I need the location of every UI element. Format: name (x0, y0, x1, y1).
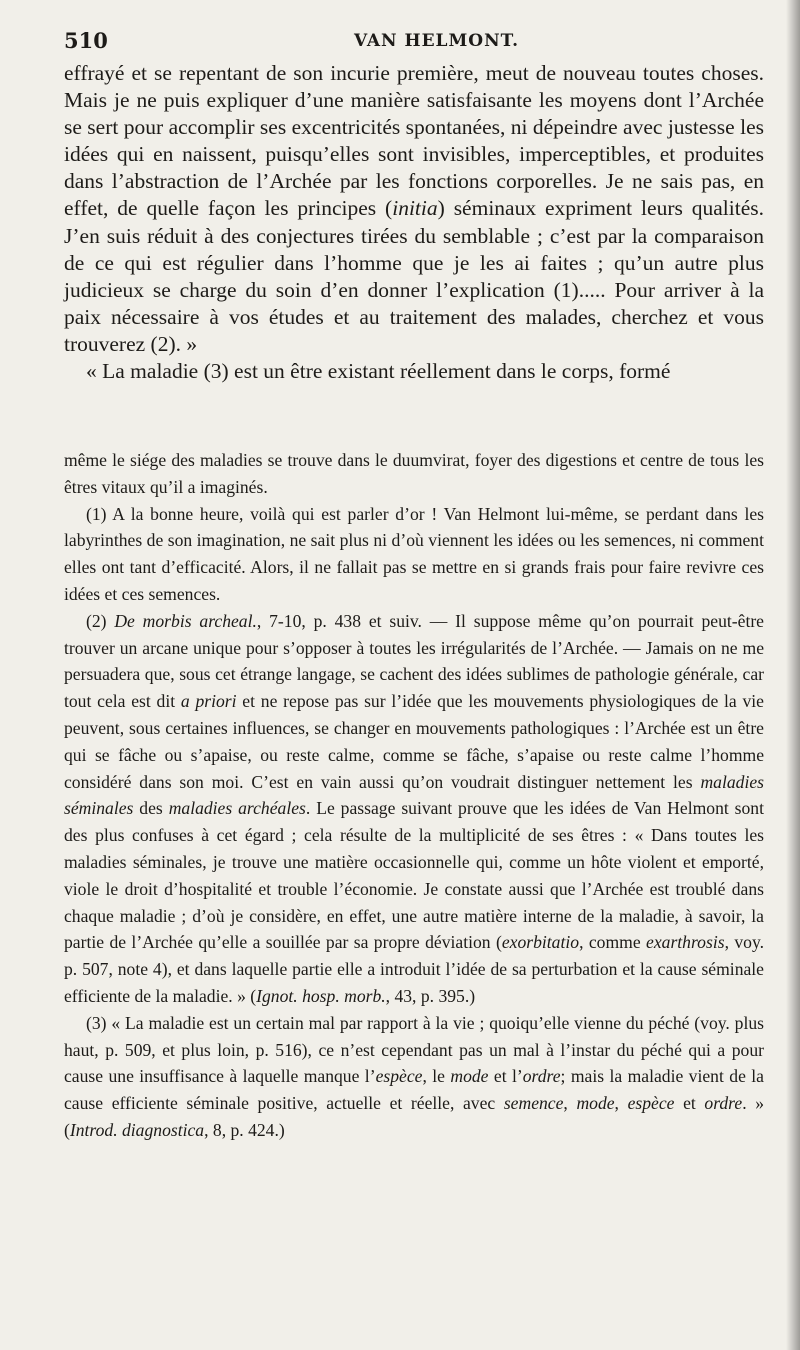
footnote-1: (1) A la bonne heure, voilà qui est parler d’or ! Van Helmont lui-même, se perdant dans les labyrinthes de son imagination, ne sait plus ni d’où viennent les idées ou les semences, ni comment elles ont tant d’efficacité. Alors, il ne fallait pas se mettre en si grands frais pour faire revivre ces idées et ces semences. (64, 503, 764, 604)
main-paragraph-1: effrayé et se repentant de son incurie première, meut de nouveau toutes choses. Mais je ne puis expliquer d’une manière satisfaisante les moyens dont l’Archée se sert pour accomplir ses excentricités spontanées, ni dépeindre avec justesse les idées qui en naissent, puisqu’elles sont invisibles, imperceptibles, et produites dans l’abstraction de l’Archée par les fonctions corporelles. Je ne sais pas, en effet, de quelle façon les principes (initia) séminaux expriment leurs qualités. J’en suis réduit à des conjectures tirées du semblable ; c’est par la comparaison de ce qui est régulier dans l’homme que je les ai faites ; qu’un autre plus judicieux se charge du soin d’en donner l’explication (1)..... Pour arriver à la paix nécessaire à vos études et au traitement des malades, cherchez et vous trouverez (2). » (64, 61, 765, 356)
running-head: VAN HELMONT. (354, 31, 520, 51)
footnote-2: (2) De morbis archeal., 7-10, p. 438 et suiv. — Il suppose même qu’on pourrait peut-être trouver un arcane unique pour s’opposer à toutes les irrégularités de l’Archée. — Jamais on ne me persuadera que, sous cet étrange langage, se cachent des idées sublimes de pathologie générale, car tout cela est dit a priori et ne repose pas sur l’idée que les mouvements physiologiques de la vie peuvent, sous certaines influences, se changer en mouvements pathologiques : l’Archée est un être qui se fâche ou s’apaise, ou reste calme, comme se fâche, s’apaise ou reste calme l’homme considéré dans son moi. C’est en vain aussi qu’on voudrait distinguer nettement les maladies séminales des maladies archéales. Le passage suivant prouve que les idées de Van Helmont sont des plus confuses à cet égard ; cela résulte de la multiplicité de ses êtres : « Dans toutes les maladies séminales, je trouve une matière occasionnelle qui, comme un hôte violent et emporté, viole le droit d’hospitalité et trouble l’économie. Je constate aussi que l’Archée est troublé dans chaque maladie ; d’où je considère, en effet, une autre matière interne de la maladie, à savoir, la partie de l’Archée qu’elle a souillée par sa propre déviation (exorbitatio, comme exarthrosis, voy. p. 507, note 4), et dans laquelle partie elle a introduit l’idée de sa perturbation et la cause séminale efficiente de la maladie. » (Ignot. hosp. morb., 43, p. 395.) (64, 610, 764, 1006)
main-text (64, 60, 764, 385)
page-header (64, 28, 764, 58)
footnotes (64, 447, 764, 1144)
term-initia: initia (392, 196, 438, 221)
main-paragraph-2: « La maladie (3) est un être existant réellement dans le corps, formé (86, 359, 671, 384)
footnote-continuation: même le siége des maladies se trouve dans le duumvirat, foyer des digestions et centre de tous les êtres vitaux qu’il a imaginés. (64, 450, 764, 497)
page-number: 510 (64, 28, 108, 53)
page-edge-shadow (786, 0, 800, 1350)
footnote-3: (3) « La maladie est un certain mal par rapport à la vie ; quoiqu’elle vienne du péché (voy. plus haut, p. 509, et plus loin, p. 516), ce n’est cependant pas un mal à l’instar du péché qui a pour cause une insuffisance à laquelle manque l’espèce, le mode et l’ordre; mais la maladie vient de la cause efficiente séminale positive, actuelle et réelle, avec semence, mode, espèce et ordre. » (Introd. diagnostica, 8, p. 424.) (64, 1012, 764, 1140)
